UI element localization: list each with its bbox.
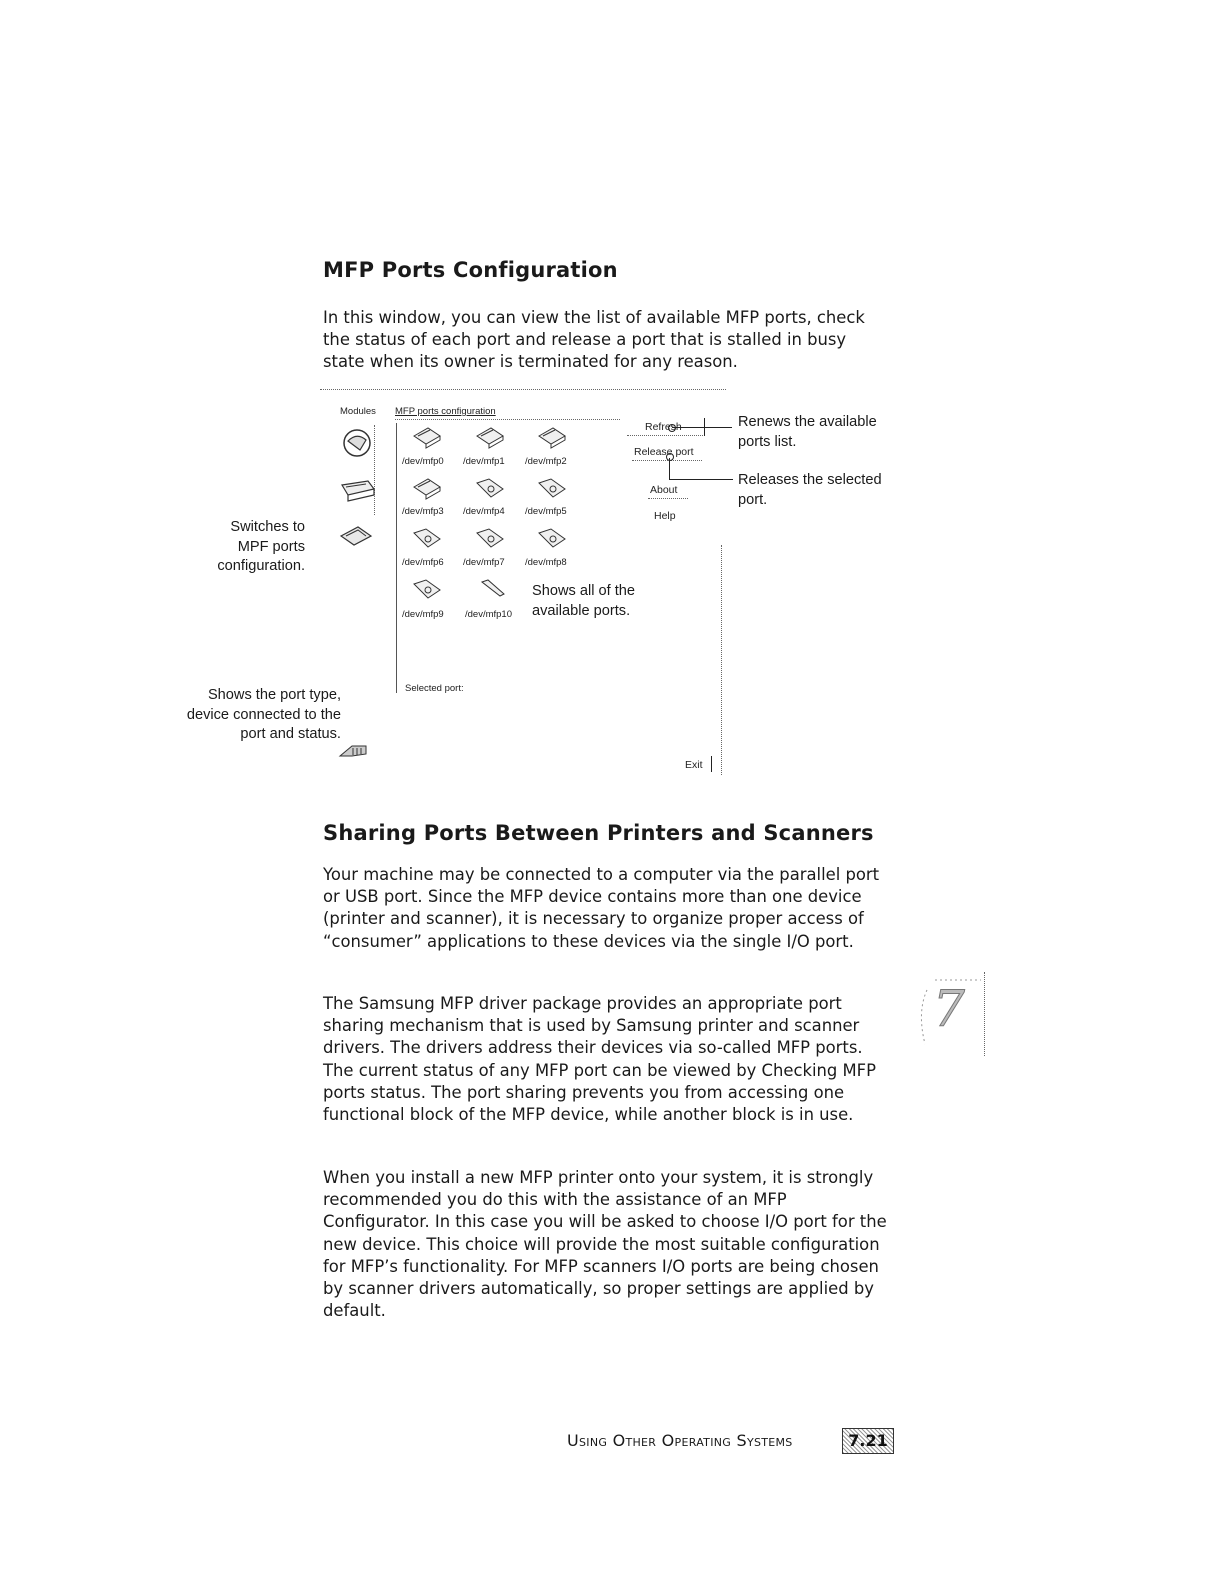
port-icon-mfp2[interactable] (537, 426, 567, 450)
callout-switches: Switches to MPF ports configuration. (217, 519, 305, 574)
footer-chapter-title: Using Other Operating Systems (567, 1431, 793, 1450)
port-label-mfp1: /dev/mfp1 (463, 456, 505, 467)
sharing-paragraph-3: When you install a new MFP printer onto your system, it is strongly recommended you do this with the assistance of an MFP Configurator. In this case you will be asked to choose I/O port for the new device. This choice will provide the most suitable configuration for MFP’s functionality. For MFP scanners I/O ports are being chosen by scanner drivers automatically, so proper settings are applied by default. (323, 1168, 887, 1321)
scanner-module-icon[interactable] (338, 424, 376, 462)
section-title-sharing-ports: Sharing Ports Between Printers and Scanners (323, 821, 874, 845)
release-port-button[interactable]: Release port (634, 446, 694, 458)
port-icon-mfp10[interactable] (478, 578, 508, 602)
sharing-paragraph-2: The Samsung MFP driver package provides an appropriate port sharing mechanism that is used by Samsung printer and scanner drivers. The drivers address their devices via so-called MFP ports. The current status of any MFP port can be viewed by Checking MFP ports status. The port sharing prevents you from accessing one functional block of the MFP device, while another block is in use. (323, 994, 876, 1125)
samsung-logo-icon (338, 742, 368, 760)
tab-mfp-ports-configuration[interactable]: MFP ports configuration (395, 406, 496, 417)
callout-refresh: Renews the available ports list. (738, 414, 877, 450)
port-label-mfp2: /dev/mfp2 (525, 456, 567, 467)
port-icon-mfp6[interactable] (412, 527, 442, 551)
callout-port-type: Shows the port type, device connected to the port and status. (186, 687, 341, 742)
port-label-mfp10: /dev/mfp10 (465, 609, 512, 620)
about-button[interactable]: About (650, 484, 678, 496)
sharing-paragraph-1: Your machine may be connected to a computer via the parallel port or USB port. Since the MFP device contains more than one device (printer and scanner), it is necessary to organize proper access of “consumer” applications to these devices via the single I/O port. (323, 865, 880, 951)
selected-port-label: Selected port: (405, 683, 464, 694)
port-label-mfp6: /dev/mfp6 (402, 557, 444, 568)
section-title-mfp-ports: MFP Ports Configuration (323, 258, 618, 282)
port-label-mfp9: /dev/mfp9 (402, 609, 444, 620)
port-icon-mfp5[interactable] (537, 477, 567, 501)
page-number: 7.21 (842, 1428, 894, 1454)
port-label-mfp5: /dev/mfp5 (525, 506, 567, 517)
modules-label: Modules (340, 406, 376, 417)
port-label-mfp3: /dev/mfp3 (402, 506, 444, 517)
screenshot-figure (318, 385, 728, 785)
port-icon-mfp3[interactable] (412, 477, 442, 501)
port-label-mfp0: /dev/mfp0 (402, 456, 444, 467)
callout-shows-ports: Shows all of the available ports. (532, 583, 636, 619)
port-icon-mfp8[interactable] (537, 527, 567, 551)
chapter-tab (915, 972, 985, 1056)
port-icon-mfp1[interactable] (475, 426, 505, 450)
port-label-mfp7: /dev/mfp7 (463, 557, 505, 568)
help-button[interactable]: Help (654, 510, 676, 522)
intro-paragraph: In this window, you can view the list of available MFP ports, check the status of each port and release a port that is stalled in busy state when its owner is terminated for any reason. (323, 308, 865, 372)
port-icon-mfp4[interactable] (475, 477, 505, 501)
port-icon-mfp0[interactable] (412, 426, 442, 450)
mfp-ports-module-icon[interactable] (338, 524, 374, 550)
exit-button[interactable]: Exit (685, 759, 703, 771)
refresh-button[interactable]: Refresh (645, 421, 682, 433)
port-label-mfp4: /dev/mfp4 (463, 506, 505, 517)
port-label-mfp8: /dev/mfp8 (525, 557, 567, 568)
printer-module-icon[interactable] (338, 475, 376, 505)
callout-release: Releases the selected port. (738, 472, 882, 508)
chapter-number: 7 (933, 980, 965, 1038)
port-icon-mfp7[interactable] (475, 527, 505, 551)
port-icon-mfp9[interactable] (412, 578, 442, 602)
